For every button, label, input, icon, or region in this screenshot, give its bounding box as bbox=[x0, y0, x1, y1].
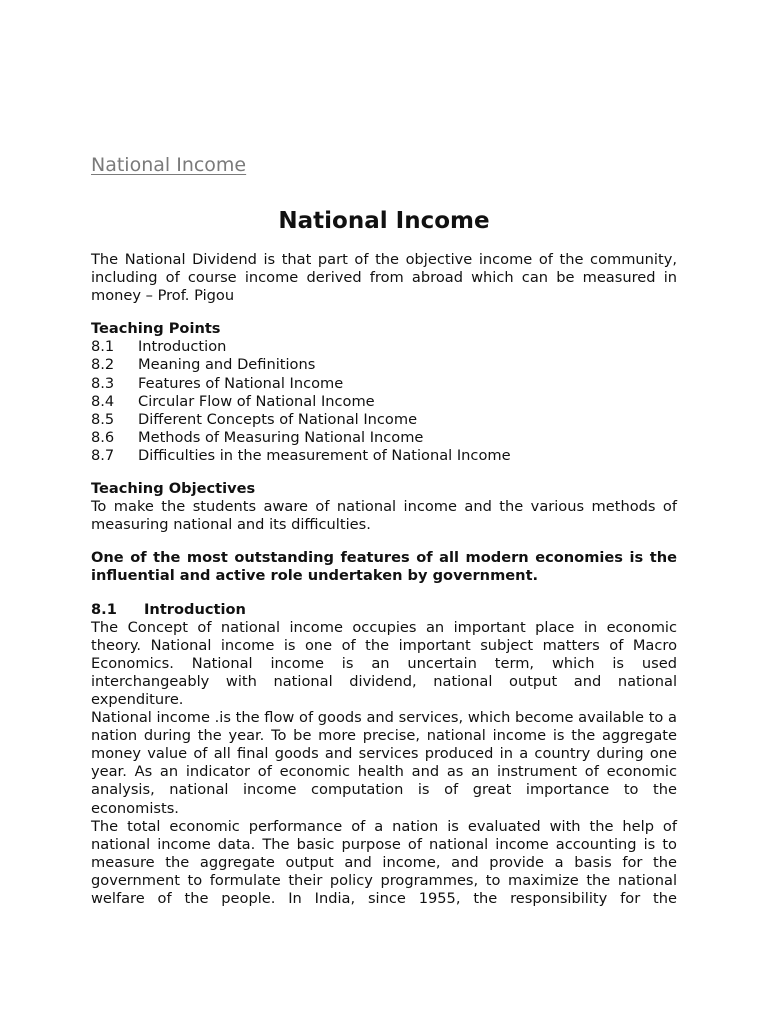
header-link[interactable]: National Income bbox=[91, 154, 247, 176]
list-item bbox=[91, 393, 677, 411]
introduction-paragraph: The Concept of national income occupies an important place in economic theory. National income is one of the important subject matters of Macro Economics. National income is an uncertain term, which is used interchangeably with national dividend, national output and national expenditure. bbox=[91, 618, 677, 708]
introduction-paragraph: National income .is the flow of goods and services, which become available to a nation during the year. To be more precise, national income is the aggregate money value of all final goods and services produced in a country during one year. As an indicator of economic health and as an instrument of economic analysis, national income computation is of great importance to the economists. bbox=[91, 709, 677, 817]
spacer bbox=[91, 465, 677, 480]
list-item-number: 8.3 bbox=[91, 374, 115, 392]
list-item bbox=[91, 375, 677, 393]
list-item bbox=[91, 429, 677, 447]
section-title: Introduction bbox=[144, 600, 246, 618]
list-item-label: Different Concepts of National Income bbox=[138, 410, 418, 428]
list-item-label: Features of National Income bbox=[138, 374, 344, 392]
list-item-label: Circular Flow of National Income bbox=[138, 392, 375, 410]
list-item-label: Introduction bbox=[138, 338, 227, 356]
spacer bbox=[91, 586, 677, 601]
list-item-number: 8.6 bbox=[91, 428, 115, 446]
list-item-number: 8.4 bbox=[91, 392, 115, 410]
introduction-paragraph: The total economic performance of a nation is evaluated with the help of national income data. The basic purpose of national income accounting is to measure the aggregate output and income, and provide a basis for the government to formulate their policy programmes, to maximize the national welfare of the people. In India, since 1955, the responsibility for the bbox=[91, 817, 677, 907]
list-item bbox=[91, 447, 677, 465]
spacer bbox=[91, 534, 677, 549]
list-item-number: 8.1 bbox=[91, 338, 115, 356]
list-item bbox=[91, 338, 677, 356]
teaching-objectives-heading: Teaching Objectives bbox=[91, 480, 256, 498]
list-item bbox=[91, 356, 677, 374]
spacer bbox=[91, 305, 677, 320]
list-item bbox=[91, 411, 677, 429]
list-item-number: 8.5 bbox=[91, 410, 115, 428]
section-number: 8.1 bbox=[91, 600, 117, 618]
list-item-number: 8.7 bbox=[91, 446, 115, 464]
list-item-label: Methods of Measuring National Income bbox=[138, 428, 424, 446]
teaching-points-list bbox=[91, 338, 677, 465]
list-item-label: Difficulties in the measurement of National Income bbox=[138, 446, 511, 464]
list-item-label: Meaning and Definitions bbox=[138, 356, 316, 374]
teaching-objectives-text: To make the students aware of national income and the various methods of measuring national and its difficulties. bbox=[91, 498, 677, 534]
introduction-heading bbox=[91, 601, 677, 619]
list-item-number: 8.2 bbox=[91, 356, 115, 374]
highlight-statement: One of the most outstanding features of all modern economies is the influential and active role undertaken by government. bbox=[91, 549, 677, 585]
document-title: National Income bbox=[278, 208, 490, 234]
document-body bbox=[91, 251, 677, 908]
teaching-points-heading: Teaching Points bbox=[91, 320, 221, 338]
pigou-quote: The National Dividend is that part of the objective income of the community, including of course income derived from abroad which can be measured in money – Prof. Pigou bbox=[91, 251, 677, 305]
